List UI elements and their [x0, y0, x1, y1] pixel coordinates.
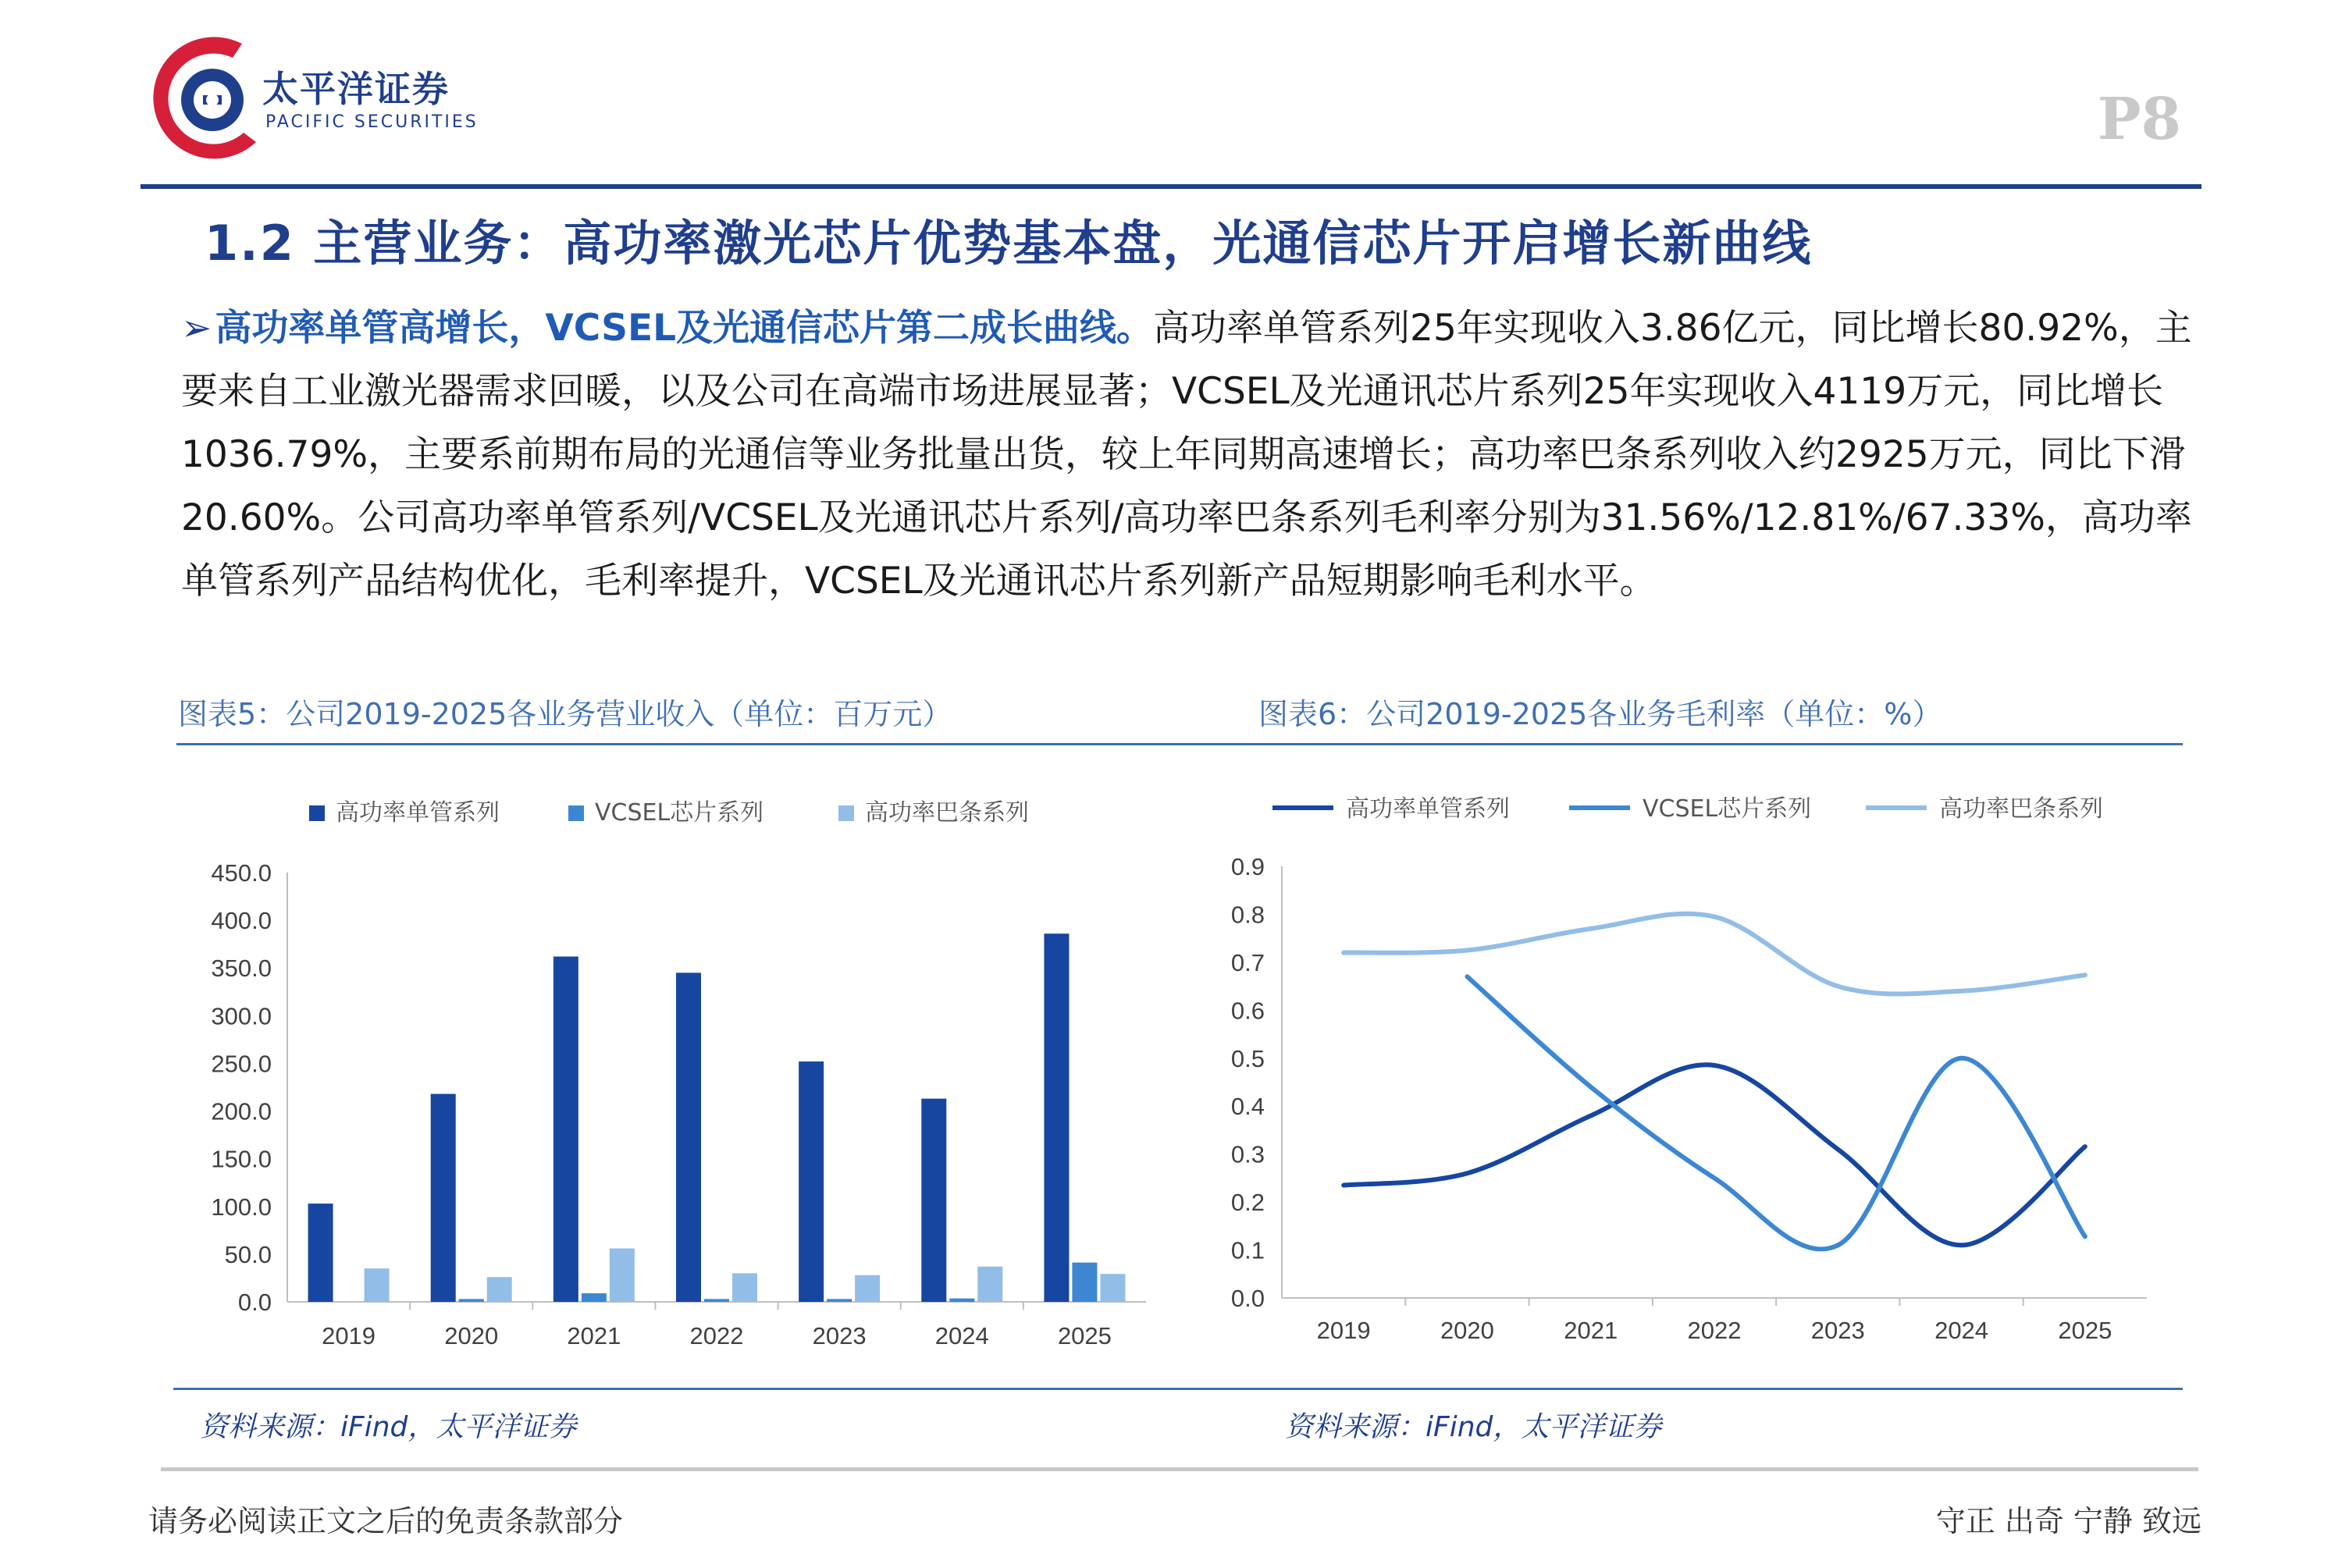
paragraph-highlight: 高功率单管高增长，VCSEL及光通信芯片第二成长曲线。 — [215, 307, 1154, 350]
y-tick-label: 100.0 — [211, 1193, 272, 1221]
footer-disclaimer: 请务必阅读正文之后的免责条款部分 — [148, 1504, 624, 1538]
summary-paragraph — [181, 297, 2195, 613]
bar — [1100, 1274, 1125, 1302]
y-tick-label: 350.0 — [211, 955, 272, 983]
figure-5-source: 资料来源：iFind，太平洋证券 — [200, 1411, 577, 1443]
bar — [308, 1204, 333, 1302]
bar — [704, 1299, 729, 1302]
y-tick-label: 200.0 — [211, 1097, 272, 1125]
bullet-arrow-icon: ➢ — [181, 307, 212, 350]
x-tick-label: 2025 — [2058, 1317, 2112, 1344]
series-line — [1344, 1065, 2085, 1245]
x-tick-label: 2022 — [1687, 1317, 1742, 1344]
legend-label: 高功率巴条系列 — [865, 799, 1029, 827]
source-divider — [173, 1388, 2183, 1390]
bar — [487, 1277, 512, 1302]
legend-label: VCSEL芯片系列 — [1643, 795, 1812, 823]
y-tick-label: 400.0 — [211, 907, 272, 935]
bar — [431, 1094, 456, 1302]
page-number: P8 — [2097, 86, 2181, 153]
bar — [855, 1275, 880, 1302]
legend-label: 高功率单管系列 — [1346, 795, 1510, 823]
bar — [827, 1299, 852, 1302]
bar — [676, 972, 701, 1302]
x-tick-label: 2021 — [567, 1322, 621, 1349]
header-divider — [141, 184, 2201, 189]
section-title: 1.2 主营业务：高功率激光芯片优势基本盘，光通信芯片开启增长新曲线 — [205, 215, 1813, 272]
x-tick-label: 2022 — [689, 1322, 744, 1349]
bar — [1044, 933, 1069, 1302]
bar — [459, 1299, 484, 1302]
bar — [977, 1267, 1002, 1302]
x-tick-label: 2020 — [444, 1322, 499, 1349]
y-tick-label: 0.1 — [1230, 1236, 1265, 1264]
x-tick-label: 2023 — [1810, 1317, 1865, 1344]
legend-swatch — [568, 805, 584, 821]
bar — [799, 1061, 824, 1302]
figure-6-title: 图表6：公司2019-2025各业务毛利率（单位：%） — [1258, 697, 1942, 731]
x-tick-label: 2023 — [812, 1322, 867, 1349]
revenue-bar-chart — [178, 765, 1193, 1374]
legend-swatch — [838, 805, 854, 821]
x-tick-label: 2025 — [1057, 1322, 1112, 1349]
y-tick-label: 0.9 — [1230, 853, 1265, 880]
y-tick-label: 0.7 — [1230, 948, 1265, 976]
figure-5-title: 图表5：公司2019-2025各业务营业收入（单位：百万元） — [178, 697, 952, 731]
brand-name-cn: 太平洋证券 — [262, 68, 450, 110]
footer-motto: 守正 出奇 宁静 致远 — [1935, 1504, 2201, 1538]
y-tick-label: 300.0 — [211, 1002, 272, 1030]
brand-name-en: PACIFIC SECURITIES — [265, 112, 479, 132]
bar — [949, 1299, 974, 1302]
y-tick-label: 0.6 — [1230, 997, 1265, 1025]
legend-label: 高功率巴条系列 — [1939, 795, 2103, 823]
legend-label: VCSEL芯片系列 — [595, 799, 764, 827]
bar — [921, 1099, 946, 1302]
gross-margin-line-chart — [1226, 765, 2201, 1374]
bar — [1072, 1263, 1097, 1302]
bar — [582, 1293, 607, 1302]
footer-divider — [161, 1467, 2198, 1471]
x-tick-label: 2024 — [1934, 1317, 1989, 1344]
y-tick-label: 250.0 — [211, 1050, 272, 1078]
x-tick-label: 2021 — [1564, 1317, 1618, 1344]
figure-6-source: 资料来源：iFind，太平洋证券 — [1285, 1411, 1662, 1443]
bar — [553, 957, 578, 1302]
y-tick-label: 0.3 — [1230, 1140, 1265, 1168]
series-line — [1344, 914, 2085, 994]
bar — [610, 1249, 635, 1302]
y-tick-label: 0.2 — [1230, 1189, 1265, 1217]
y-tick-label: 0.8 — [1230, 901, 1265, 929]
x-tick-label: 2019 — [1316, 1317, 1371, 1344]
y-tick-label: 0.4 — [1230, 1093, 1265, 1121]
y-tick-label: 0.5 — [1230, 1044, 1265, 1072]
x-tick-label: 2024 — [934, 1322, 989, 1349]
y-tick-label: 50.0 — [224, 1240, 272, 1268]
legend-label: 高功率单管系列 — [336, 799, 500, 827]
y-tick-label: 450.0 — [211, 859, 272, 887]
bar — [365, 1268, 390, 1302]
y-tick-label: 150.0 — [211, 1145, 272, 1173]
x-tick-label: 2020 — [1440, 1317, 1494, 1344]
y-tick-label: 0.0 — [237, 1289, 272, 1316]
legend-swatch — [309, 805, 325, 821]
bar — [732, 1273, 757, 1302]
y-tick-label: 0.0 — [1230, 1285, 1265, 1312]
company-logo — [148, 25, 265, 165]
x-tick-label: 2019 — [322, 1322, 376, 1349]
series-line — [1467, 976, 2084, 1249]
figure-title-divider — [176, 743, 2183, 745]
paragraph-body: 高功率单管系列25年实现收入3.86亿元，同比增长80.92%，主要来自工业激光器需求回暖，以及公司在高端市场进展显著；VCSEL及光通讯芯片系列25年实现收入4119万元，同比增长1036.79%，主要系前期布局的光通信等业务批量出货，较上年同期高速增长；高功率巴条系列收入约2925万元，同比下滑20.60%。公司高功率单管系列/VCSEL及光通讯芯片系列/高功率巴条系列毛利率分别为31.56%/12.81%/67.33%，高功率单管系列产品结构优化，毛利率提升，VCSEL及光通讯芯片系列新产品短期影响毛利水平。 — [181, 307, 2192, 603]
